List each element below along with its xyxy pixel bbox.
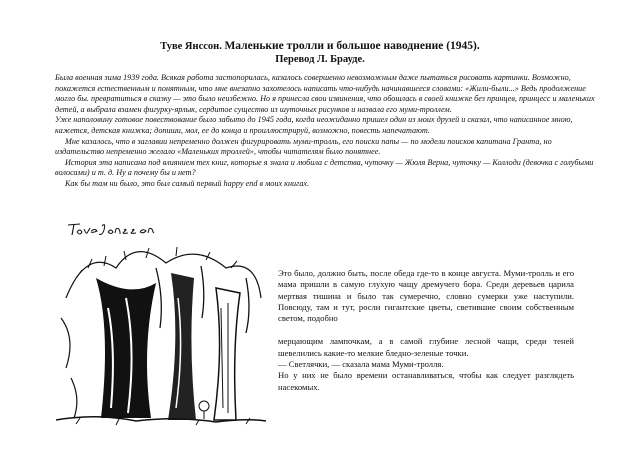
preface-paragraph: Уже наполовину готовое повествование было забыто до 1945 года, когда неожиданно пришел один из моих друзей и сказал, что написанное мною, кажется, детская книжка; допиши, мол, ее до конца и проиллюстрируй, возможно, повесть напечатают.: [55, 115, 573, 135]
preface-paragraph: История эта написана под влиянием тех книг, которые я знала и любила с детства, чуточку — Жюля Верна, чуточку — Коллоди (девочка с голубыми волосами) и т. д. Ну а почему бы и нет?: [55, 157, 594, 178]
document-title: [0, 40, 640, 66]
forest-illustration: [56, 238, 266, 433]
preface: [55, 73, 595, 190]
story-paragraph: мерцающим лампочкам, а в самой глубине лесной чащи, среди теней шевелились какие-то мелкие бледно-зеленые точки.: [278, 336, 574, 358]
title-main: Маленькие тролли и большое наводнение (1945).: [224, 40, 480, 52]
preface-paragraph: Мне казалось, что в заглавии непременно должен фигурировать муми-тролль, его поиски папы — по модели поисков капитана Гранта, но издательство непременно желало «Маленьких троллей», чтобы читателям было понятнее.: [55, 136, 552, 157]
story-paragraph: — Светлячки, — сказала мама Муми-тролля.: [278, 359, 444, 370]
title-translator: Перевод Л. Брауде.: [275, 54, 365, 65]
title-line: [0, 40, 640, 53]
preface-paragraph: Как бы там ни было, это был самый первый happy end в моих книгах.: [65, 178, 310, 188]
story-paragraph: Это было, должно быть, после обеда где-то в конце августа. Муми-тролль и его мама пришли в самую глухую чащу дремучего бора. Среди деревьев царила мертвая тишина и было так сумеречно, словно сумерки уже наступили. Повсюду, там и тут, росли гигантские цветы, светившие своим собственным светом, подобно: [278, 268, 574, 324]
title-author: Туве Янссон.: [160, 41, 222, 52]
story-text: [278, 268, 574, 393]
story-paragraph: Но у них не было времени останавливаться, чтобы как следует разглядеть насекомых.: [278, 370, 574, 392]
preface-paragraph: Была военная зима 1939 года. Всякая работа застопорилась, казалось совершенно невозможным даже пытаться рисовать картинки. Возможно, покажется естественным и понятным, что мне внезапно захотелось написать что-нибудь начинавшееся словами: «Жили-были...» Ведь продолжение могло бы. превратиться в сказку — это было неизбежно. Но я принесла свои извинения, что обошлась в своей книжке без принцев, принцесс и маленьких детей, а выбрала взамен фигурку-ярлык, сердитое существо из шуточных рисунков и назвала его муми-троллем.: [55, 73, 595, 114]
